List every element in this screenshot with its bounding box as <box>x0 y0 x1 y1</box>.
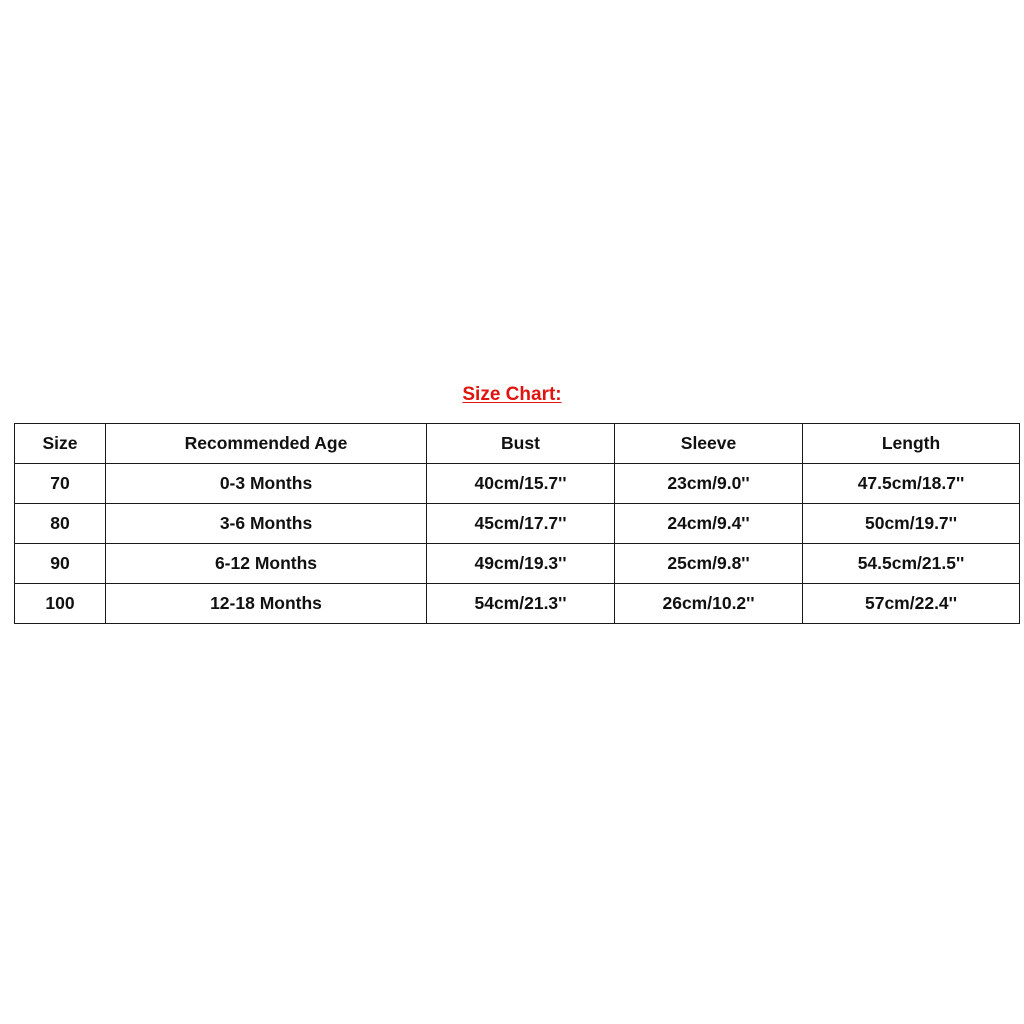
table-row <box>15 544 1020 584</box>
cell-bust: 49cm/19.3'' <box>427 544 615 584</box>
table-row <box>15 504 1020 544</box>
cell-sleeve: 26cm/10.2'' <box>615 584 803 624</box>
table-header-row <box>15 424 1020 464</box>
table-row <box>15 584 1020 624</box>
size-chart-title: Size Chart: <box>462 384 562 405</box>
header-recommended-age: Recommended Age <box>106 424 427 464</box>
cell-length: 57cm/22.4'' <box>803 584 1020 624</box>
cell-bust: 40cm/15.7'' <box>427 464 615 504</box>
table-row <box>15 464 1020 504</box>
cell-age: 0-3 Months <box>106 464 427 504</box>
cell-age: 12-18 Months <box>106 584 427 624</box>
cell-sleeve: 23cm/9.0'' <box>615 464 803 504</box>
size-chart-table <box>14 423 1020 624</box>
header-sleeve: Sleeve <box>615 424 803 464</box>
cell-length: 50cm/19.7'' <box>803 504 1020 544</box>
cell-sleeve: 24cm/9.4'' <box>615 504 803 544</box>
cell-age: 3-6 Months <box>106 504 427 544</box>
cell-size: 90 <box>15 544 106 584</box>
cell-length: 47.5cm/18.7'' <box>803 464 1020 504</box>
cell-length: 54.5cm/21.5'' <box>803 544 1020 584</box>
cell-size: 100 <box>15 584 106 624</box>
cell-age: 6-12 Months <box>106 544 427 584</box>
cell-bust: 45cm/17.7'' <box>427 504 615 544</box>
cell-size: 70 <box>15 464 106 504</box>
header-size: Size <box>15 424 106 464</box>
cell-sleeve: 25cm/9.8'' <box>615 544 803 584</box>
cell-size: 80 <box>15 504 106 544</box>
header-bust: Bust <box>427 424 615 464</box>
header-length: Length <box>803 424 1020 464</box>
cell-bust: 54cm/21.3'' <box>427 584 615 624</box>
